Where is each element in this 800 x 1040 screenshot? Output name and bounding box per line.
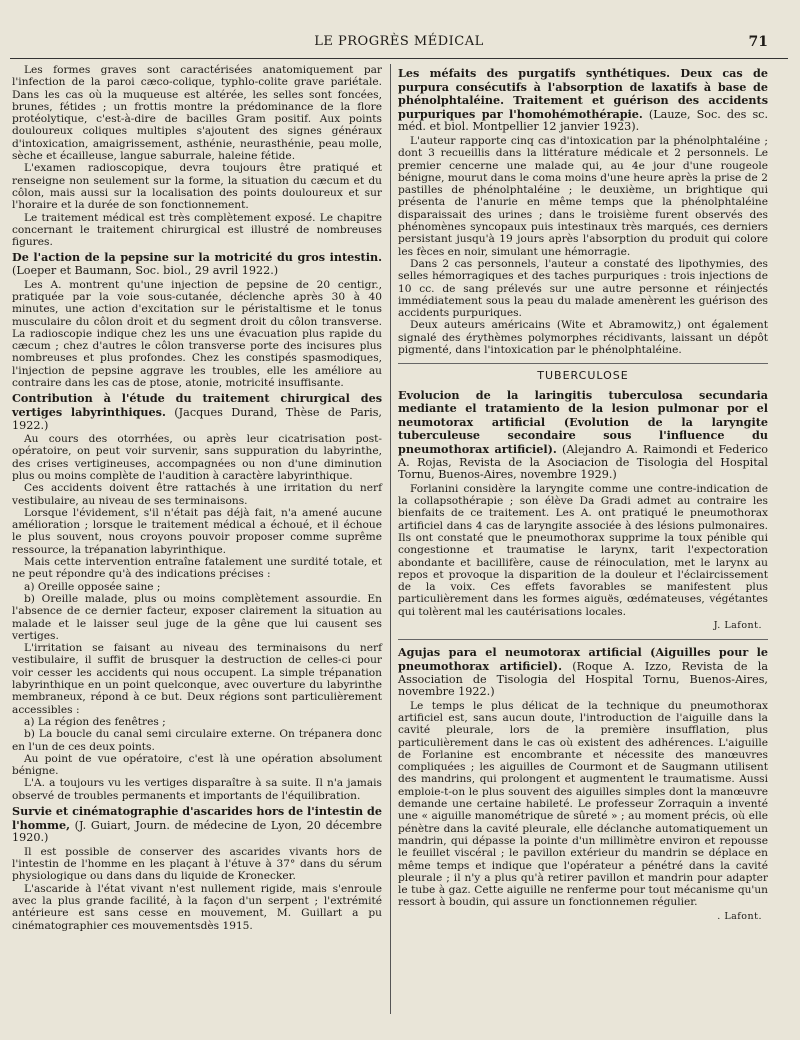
paragraph: Au point de vue opératoire, c'est là une opération absolument bénigne.: [12, 752, 382, 778]
paragraph: Ces accidents doivent être rattachés à une irritation du nerf vestibulaire, au niveau de ses terminaisons.: [12, 482, 382, 507]
article-ascarides: [12, 805, 382, 932]
article-title-text: De l'action de la pepsine sur la motricité du gros intestin.: [12, 250, 382, 265]
article-title-text: Survie et cinématographie d'ascarides hors de l'intestin de l'homme,: [12, 804, 382, 832]
page-number: 71: [748, 34, 768, 50]
column-divider: [390, 64, 391, 1014]
article-agujas: [398, 646, 768, 923]
paragraph: Les formes graves sont caractérisées anatomiquement par l'infection de la paroi cæco-colique, typhlo-colite grave pariétale. Dans les cas où la muqueuse est altérée, les selles sont foncées, brunes, fétides ; un frottis montre la prédominance de la flore protéolytique, c'est-à-dire de bacilles Gram positif. Aux points douloureux coliques multiples s'ajoutent des signes généraux d'intoxication, amaigrissement, asthénie, neurasthénie, peau molle, sèche et écailleuse, langue saburrale, haleine fétide.: [12, 64, 382, 163]
article-reference: (Jacques Durand, Thèse de Paris, 1922.): [12, 405, 382, 432]
paragraph: Lorsque l'évidement, s'il n'était pas déjà fait, n'a amené aucune amélioration ; lorsque le traitement médical a échoué, et il échoue le plus souvent, nous croyons pouvoir proposer comme suprême ressource, la trépanation labyrinthique.: [12, 506, 382, 556]
paragraph: Deux auteurs américains (Wite et Abramowitz,) ont également signalé des érythèmes polymorphes récidivants, laissant un dépôt pigmenté, dans l'intoxication par le phénolphtaléine.: [398, 319, 768, 357]
article-purgatifs: [398, 67, 768, 356]
section-separator: [398, 363, 768, 364]
paragraph: Au cours des otorrhées, ou après leur cicatrisation post-opératoire, on peut voir survenir, sans suppuration du labyrinthe, des crises vertigineuses, accompagnées ou non d'une diminution plus ou moins complète de l'audition à caractère labyrinthique.: [12, 433, 382, 482]
article-title: [398, 646, 768, 698]
paragraph: L'examen radioscopique, devra toujours être pratiqué et renseigne non seulement sur la forme, la situation du cæcum et du côlon, mais aussi sur la localisation des points douloureux et sur l'horaire et la durée de son fonctionnement.: [12, 162, 382, 212]
page-header: [12, 30, 786, 52]
article-reference: (J. Guiart, Journ. de médecine de Lyon, 20 décembre 1920.): [12, 818, 383, 845]
article-vertiges: [12, 392, 382, 802]
article-laringitis: [398, 389, 768, 633]
paragraph: Le temps le plus délicat de la technique du pneumothorax artificiel est, sans aucun doute, l'introduction de l'aiguille dans la cavité pleurale, lors de la première insufflation, plus particulièrement dans le cas où existent des adhérences. L'aiguille de Forlanine est encombrante et nécessite des manœuvres compliquées ; les aiguilles de Courmont et de Saugmann utilisent des mandrins, qui prolongent et augmentent le traumatisme. Aussi emploie-t-on le plus souvent des aiguilles simples dont la manœuvre demande une certaine habileté. Le professeur Zorraquin a inventé une « aiguille manométrique de sûreté » ; au moment précis, où elle pénètre dans la cavité pleurale, elle déclanche automatiquement un mandrin, qui dépasse la pointe d'un millimètre environ et repousse le feuillet viscéral ; le pavillon extérieur du mandrin se déplace en même temps et indique que l'opérateur a pénétré dans la cavité pleurale ; il n'y a plus qu'à retirer pavillon et mandrin pour adapter le tube à gaz. Cette aiguille ne renferme pour tout mécanisme qu'un ressort à boudin, qui assure un fonctionnemen régulier.: [398, 699, 768, 909]
section-heading: TUBERCULOSE: [537, 369, 629, 383]
paragraph: a) La région des fenêtres ;: [24, 715, 166, 728]
paragraph: Le traitement médical est très complètement exposé. Le chapitre concernant le traitement chirurgical est illustré de nombreuses figures.: [12, 211, 382, 249]
article-title: [12, 251, 382, 277]
article-pepsine: [12, 251, 382, 389]
author-signature: J. Lafont.: [713, 620, 762, 632]
article-separator: [398, 639, 768, 640]
paragraph: Mais cette intervention entraîne fatalement une surdité totale, et ne peut répondre qu'à des indications précises :: [12, 556, 382, 581]
article-reference: (Loeper et Baumann, Soc. biol., 29 avril 1922.): [12, 264, 279, 278]
paragraph: b) La boucle du canal semi circulaire externe. On trépanera donc en l'un de ces deux points.: [12, 728, 382, 753]
paragraph: Il est possible de conserver des ascarides vivants hors de l'intestin de l'homme en les plaçant à l'étuve à 37° dans du sérum physiologique ou dans dans du liquide de Kronecker.: [12, 845, 382, 883]
article-title-text: Les méfaits des purgatifs synthétiques. Deux cas de purpura consécutifs à l'absorption de laxatifs à base de phénolphtaléine. Traitement et guérison des accidents purpuriques par l'homohémothérapie.: [398, 66, 768, 121]
article-title: [398, 389, 768, 482]
article-title-text: Evolucion de la laringitis tuberculosa secundaria mediante el tratamiento de la lesion pulmonar por el neumotorax artificial (Evolution de la laryngite tuberculeuse secondaire sous l'influence du pneumothorax artificiel).: [398, 387, 768, 456]
paragraph: L'auteur rapporte cinq cas d'intoxication par la phénolphtaléine ; dont 3 recueillis dans la littérature médicale et 2 personnels. Le premier cencerne une malade qui, au 4e jour d'une rougeole bénigne, mourut dans le coma moins d'une heure après la prise de 2 pastilles de phénolphtaléine ; le deuxième, un brightique qui présenta de l'anurie en même temps que la phénolphtaléine disparaissait des urines ; dans le troisième furent observés des phénomènes syncopaux puis intestinaux très marqués, ces derniers persistant jusqu'à 19 jours après l'absorption du produit qui colore les fèces en noir, simulant une hémorragie.: [398, 134, 768, 258]
paragraph: a) Oreille opposée saine ;: [24, 580, 161, 593]
article-title: [398, 67, 768, 134]
author-signature: . Lafont.: [717, 910, 762, 922]
article-reference: (Lauze, Soc. des sc. méd. et biol. Montpellier 12 janvier 1923).: [398, 107, 769, 134]
header-rule: [10, 58, 788, 59]
paragraph: Forlanini considère la laryngite comme une contre-indication de la collapsothérapie ; son élève Da Gradi admet au contraire les bienfaits de ce traitement. Les A. ont pratiqué le pneumothorax artificiel dans 4 cas de laryngite associée à des lésions pulmonaires. Ils ont constaté que le pneumothorax supprime la toux pénible qui congestionne et traumatise le larynx, tarit l'expectoration abondante et bacillifère, cause de réinoculation, met le larynx au repos et provoque la disparition de la douleur et l'éclaircissement de la voix. Ces effets favorables se manifestent plus particulièrement dans les formes aiguës, œdémateuses, végétantes qui tolèrent mal les cautérisations locales.: [398, 482, 768, 618]
right-column: [398, 64, 768, 927]
article-title-text: Agujas para el neumotorax artificial (Aiguilles pour le pneumothorax artificiel).: [398, 645, 768, 673]
left-column: [12, 64, 382, 932]
running-title: LE PROGRÈS MÉDICAL: [314, 34, 484, 49]
article-continuation: [12, 64, 382, 248]
paragraph: Dans 2 cas personnels, l'auteur a constaté des lipothymies, des selles hémorragiques et des taches purpuriques : trois injections de 10 cc. de sang prélevés sur une autre personne et réinjectés immédiatement sous la peau du malade amenèrent les guérison des accidents purpuriques.: [398, 257, 768, 320]
article-title-text: Contribution à l'étude du traitement chirurgical des vertiges labyrinthiques.: [12, 391, 382, 419]
paragraph: L'A. a toujours vu les vertiges disparaître à sa suite. Il n'a jamais observé de troubles permanents et importants de l'équilibration.: [12, 777, 382, 802]
article-title: [12, 805, 382, 845]
article-reference: (Roque A. Izzo, Revista de la Association de Tisologia del Hospital Tornu, Buenos-Aires, novembre 1922.): [398, 659, 768, 699]
paragraph: L'irritation se faisant au niveau des terminaisons du nerf vestibulaire, il suffit de brusquer la destruction de celles-ci pour voir cesser les accidents qui nous occupent. La simple trépanation labyrinthique en un point quelconque, avec ouverture du labyrinthe membraneux, répond à ce but. Deux régions sont particulièrement accessibles :: [12, 642, 382, 716]
article-title: [12, 392, 382, 432]
paragraph: Les A. montrent qu'une injection de pepsine de 20 centigr., pratiquée par la voie sous-cutanée, déclenche après 30 à 40 minutes, une action d'excitation sur le péristaltisme et le tonus musculaire du côlon droit et du segment droit du côlon transverse. La radioscopie indique chez les uns une évacuation plus rapide du cæcum ; chez d'autres le côlon transverse porte des incisures plus nombreuses et plus profondes. Chez les constipés spasmodiques, l'injection de pepsine aggrave les troubles, elle les améliore au contraire dans les cas de ptose, atonie, motricité insuffisante.: [12, 278, 382, 390]
paragraph: L'ascaride à l'état vivant n'est nullement rigide, mais s'enroule avec la plus grande facilité, à la façon d'un serpent ; l'extrémité antérieure est sans cesse en mouvement, M. Guillart a pu cinématographier ces mouvementsdès 1915.: [12, 882, 382, 932]
paragraph: b) Oreille malade, plus ou moins complètement assourdie. En l'absence de ce dernier facteur, exposer clairement la situation au malade et le laisser seul juge de la gêne que lui causent ses vertiges.: [12, 592, 382, 642]
article-reference: (Alejandro A. Raimondi et Federico A. Rojas, Revista de la Asociacion de Tisologia del Hospital Tornu, Buenos-Aires, novembre 1929.): [398, 442, 769, 482]
